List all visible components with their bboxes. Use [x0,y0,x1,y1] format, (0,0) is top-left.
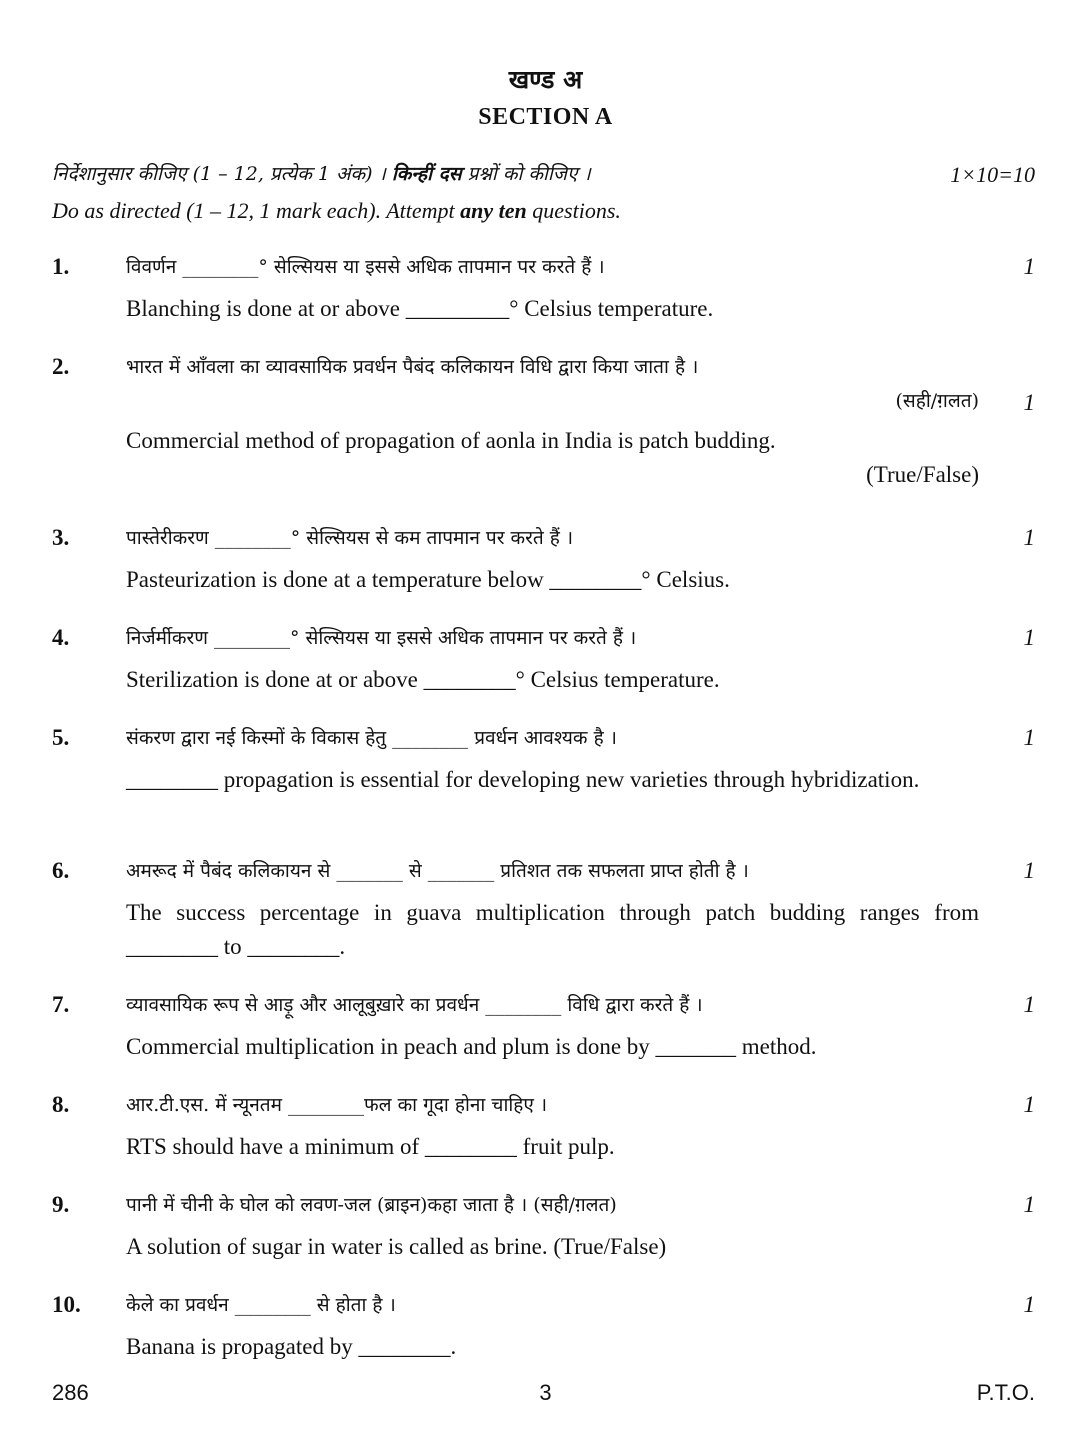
instructions-hindi [52,160,591,186]
question-english: Commercial multiplication in peach and plum is done by _______ method. [126,1034,817,1059]
question-number: 1. [52,254,70,279]
question-text [126,621,979,697]
question-text [126,250,979,326]
question-number: 7. [52,992,70,1017]
question-english: A solution of sugar in water is called as brine. (True/False) [126,1234,667,1259]
section-title-hindi: खण्ड अ [508,65,583,94]
question-hindi: संकरण द्वारा नई किस्मों के विकास हेतु ________ प्रवर्धन आवश्यक है । [126,727,617,749]
question-number: 3. [52,525,70,550]
question-mark: 1 [1023,254,1035,279]
question-english: ________ propagation is essential for developing new varieties through hybridization. [126,767,920,792]
instructions-english [52,198,621,224]
instructions-hindi-text-end: प्रश्नों को कीजिए । [461,163,591,185]
question-text [126,854,979,964]
question-text [126,521,979,597]
question-english: Banana is propagated by ________. [126,1334,457,1359]
question-text [126,1188,979,1264]
question-english: Pasteurization is done at a temperature below ________° Celsius. [126,567,730,592]
question-mark: 1 [1023,725,1035,750]
question-number: 5. [52,725,70,750]
question-mark: 1 [1023,1292,1035,1317]
question-hindi-tail: (सही/ग़लत) [895,390,979,412]
question-hindi: विवर्णन ________° सेल्सियस या इससे अधिक तापमान पर करते हैं । [126,256,605,278]
question-text [126,988,979,1064]
instructions-english-text: Do as directed (1 – 12, 1 mark each). Attempt [52,198,461,223]
question-mark: 1 [1023,1192,1035,1217]
instructions-hindi-emphasis: किन्हीं दस [391,163,462,185]
question-mark: 1 [1023,858,1035,883]
question-hindi: व्यावसायिक रूप से आड़ू और आलूबुख़ारे का प्रवर्धन ________ विधि द्वारा करते हैं । [126,994,703,1016]
question-mark: 1 [1023,525,1035,550]
question-number: 6. [52,858,70,883]
question-hindi: पानी में चीनी के घोल को लवण-जल (ब्राइन)कहा जाता है । (सही/ग़लत) [126,1194,617,1216]
question-hindi: निर्जर्मीकरण ________° सेल्सियस या इससे अधिक तापमान पर करते हैं । [126,627,637,649]
paper-code: 286 [52,1380,89,1405]
question-hindi: आर.टी.एस. में न्यूनतम ________फल का गूदा होना चाहिए । [126,1094,548,1116]
question-hindi: भारत में आँवला का व्यावसायिक प्रवर्धन पैबंद कलिकायन विधि द्वारा किया जाता है । [126,356,699,378]
question-english-tail: (True/False) [866,462,979,487]
instructions-hindi-text: निर्देशानुसार कीजिए (1 – 12, प्रत्येक 1 अंक) । [52,163,392,185]
question-hindi: केले का प्रवर्धन ________ से होता है । [126,1294,396,1316]
question-mark: 1 [1023,625,1035,650]
question-hindi: पास्तेरीकरण ________° सेल्सियस से कम तापमान पर करते हैं । [126,527,574,549]
question-hindi: अमरूद में पैबंद कलिकायन से _______ से _______ प्रतिशत तक सफलता प्राप्त होती है । [126,860,749,882]
question-mark: 1 [1023,390,1035,415]
question-number: 4. [52,625,70,650]
question-english: RTS should have a minimum of ________ fruit pulp. [126,1134,615,1159]
question-english: Commercial method of propagation of aonla in India is patch budding. [126,428,776,453]
question-text [126,1288,979,1364]
section-title-english: SECTION A [478,104,613,130]
question-text [126,350,979,492]
page-number: 3 [539,1380,552,1405]
question-number: 9. [52,1192,70,1217]
section-marks: 1×10=10 [950,162,1035,187]
instructions-english-emphasis: any ten [460,198,527,223]
question-english: Sterilization is done at or above ________° Celsius temperature. [126,667,720,692]
question-english: Blanching is done at or above _________° Celsius temperature. [126,296,714,321]
question-number: 2. [52,354,70,379]
question-text [126,1088,979,1164]
question-mark: 1 [1023,992,1035,1017]
please-turn-over: P.T.O. [976,1380,1035,1405]
question-text [126,721,979,797]
instructions-english-text-end: questions. [526,198,621,223]
question-number: 10. [52,1292,81,1317]
question-number: 8. [52,1092,70,1117]
question-english: The success percentage in guava multiplication through patch budding ranges from ________ to ________. [126,900,979,959]
question-mark: 1 [1023,1092,1035,1117]
